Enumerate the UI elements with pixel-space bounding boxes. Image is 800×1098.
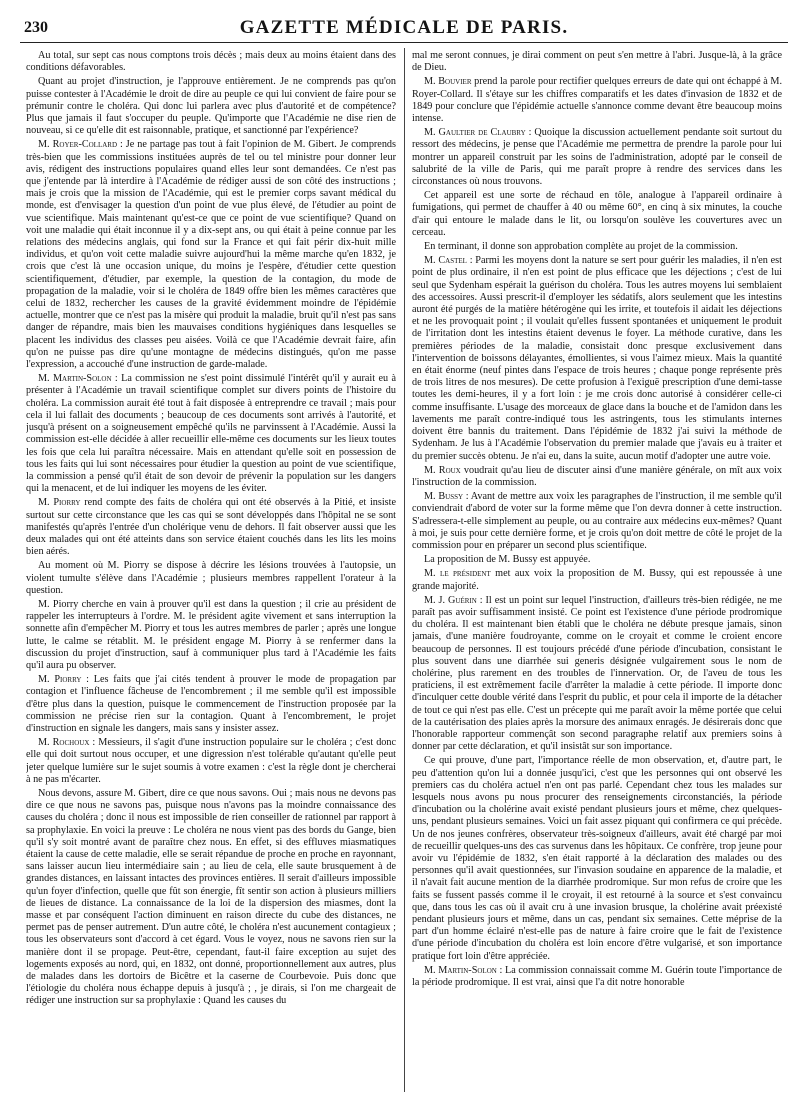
- page-number: 230: [24, 19, 48, 36]
- speaker-name: M. le président: [424, 568, 491, 580]
- paragraph-text: La commission connaissait comme M. Guérin toute l'importance de la période prodromique. Il est vrai, ainsi que l'a dit notre honorable: [412, 964, 782, 989]
- paragraph-text: voudrait qu'au lieu de discuter ainsi d'une manière générale, on mît aux voix l'instruction de la commission.: [412, 464, 782, 488]
- paragraph: [412, 595, 782, 754]
- speaker-name: M. Castel :: [424, 255, 473, 267]
- paragraph: [26, 497, 396, 558]
- paragraph: [412, 127, 782, 188]
- column-divider: [404, 48, 405, 1092]
- paragraph: [26, 50, 396, 74]
- page-header: [20, 8, 788, 43]
- speaker-name: M. J. Guérin :: [424, 594, 483, 606]
- paragraph: [412, 491, 782, 552]
- paragraph-text: Au moment où M. Piorry se dispose à décrire les lésions trouvées à l'autopsie, un violent tumulte s'élève dans l'Académie ; plusieurs membres rappellent l'orateur à la question.: [26, 560, 396, 596]
- paragraph-text: Les faits que j'ai cités tendent à prouver le mode de propagation par contagion et l'influence fâcheuse de l'encombrement ; il me semble qu'il est impossible d'être plus dans la question, puisque le commencement de l'instruction proposée par la commission ne précise rien sur la contagion. Quant à l'encombrement, le projet d'instruction en signale les dangers, mais sans y insister assez.: [26, 674, 396, 734]
- paragraph: [412, 190, 782, 239]
- right-column: [412, 50, 782, 1092]
- paragraph: [412, 241, 782, 253]
- paragraph-text: mal me seront connues, je dirai comment on peut s'en mettre à l'abri. Jusque-là, à la grâce de Dieu.: [412, 50, 782, 74]
- paragraph-text: La proposition de M. Bussy est appuyée.: [424, 554, 591, 566]
- speaker-name: M. Gaultier de Claubry :: [424, 127, 532, 139]
- paragraph: [26, 737, 396, 786]
- left-column: [26, 50, 396, 1092]
- paragraph: [412, 554, 782, 566]
- speaker-name: M. Bouvier: [424, 76, 472, 88]
- paragraph-text: Cet appareil est une sorte de réchaud en tôle, analogue à l'appareil ordinaire à fumigations, qui permet de chauffer à 40 ou même 60°, en cinq à six minutes, la couche d'air qui entoure le malade dans le lit, ou lorsqu'on soulève les couvertures avec un cerceau.: [412, 190, 782, 238]
- speaker-name: M. Piorry: [38, 497, 81, 509]
- paragraph-text: Il est un point sur lequel l'instruction, d'ailleurs très-bien rédigée, ne me paraît pas avoir suffisamment insisté. Ce point est l'existence d'une période prodromique du choléra. Il est maintenant bien établi que le choléra ne débute presque jamais, sinon jamais, d'une manière foudroyante, comme on le croyait et comme le croient encore beaucoup de personnes. Il est toujours précédé d'une période d'incubation, consistant le plus souvent dans une diarrhée sui generis désignée vulgairement sous le nom de cholérine, plus rarement en des troubles de l'innervation. Or, de l'aveu de tous les praticiens, il est extrêmement facile d'arrêter la maladie à cette période. Il importe donc d'inculquer cette double vérité dans l'esprit du public, et pour cela il importe de la détacher de tout ce qui n'est pas elle. C'est un précepte qui me paraît avoir la même portée que celui de la cautérisation des plaies après la morsure des animaux enragés. Je désirerais donc que l'honorable rapporteur commençât son second paragraphe relatif aux premiers soins à donner par cette déclaration, et qu'il insistât sur son importance.: [412, 594, 782, 753]
- paragraph-text: prend la parole pour rectifier quelques erreurs de date qui ont échappé à M. Royer-Collard. Il s'étaye sur les chiffres comparatifs et les dates d'invasion de 1832 et de 1849 pour conclure que l'épidémie actuelle s'annonce comme devant être beaucoup moins intense.: [412, 76, 782, 125]
- paragraph-text: Quant au projet d'instruction, je l'approuve entièrement. Je ne comprends pas qu'on puisse contester à l'Académie le droit de dire au peuple ce qui lui convient de faire pour se prémunir contre le choléra. Qui donc lui parlera avec plus d'autorité et de compétence? Plus que jamais il faut s'occuper du peuple. Qu'importe que l'Académie ne dise rien de nouveau, si ce qu'elle dit est raisonnable, pratique, et sanctionné par l'expérience?: [26, 76, 396, 137]
- paragraph: [412, 755, 782, 962]
- paragraph: [26, 373, 396, 495]
- paragraph-text: Quoique la discussion actuellement pendante soit surtout du ressort des médecins, je pense que l'Académie me permettra de prendre la parole pour lui montrer un appareil construit par les soins de l'administration, adopté par le conseil de salubrité de la ville de Paris, qui me paraît propre à rendre des services dans les circonstances où nous trouvons.: [412, 127, 782, 188]
- speaker-name: M. Martin-Solon :: [424, 964, 503, 976]
- speaker-name: M. Piorry :: [38, 674, 90, 686]
- paragraph: [412, 965, 782, 989]
- speaker-name: M. Royer-Collard :: [38, 139, 123, 151]
- paragraph: [26, 599, 396, 672]
- paragraph-text: Nous devons, assure M. Gibert, dire ce que nous savons. Oui ; mais nous ne devons pas dire ce que nous ne savons pas, puisque nous n'avons pas la moindre connaissance des causes du choléra ; donc il nous est impossible de rien conseiller de rationnel par rapport à sa prophylaxie. En voici la preuve : Le choléra ne nous vient pas des bords du Gange, bien qu'il s'y soit montré avant de paraître chez nous. En effet, si des effluves miasmatiques étaient la cause de cette maladie, elle se serait répandue de proche en proche en rayonnant, sans laisser aucun lieu intermédiaire sain ; au lieu de cela, elle saute brusquement à de grandes distances, en laissant intactes des provinces entières. Il serait d'ailleurs impossible qu'un foyer d'infection, quelle que fût son énergie, fît sentir son action à plusieurs milliers de lieues de distance. La connaissance de la loi de la dispersion des miasmes, dont la masse et par conséquent l'action diminuent en raison directe du cube des distances, ne permet pas de penser autrement. D'un autre côté, le choléra n'est aucunement contagieux ; tous les observateurs sont d'accord à cet égard. Vous le voyez, nous ne savons rien sur la manière dont il se propage. Peut-être, cependant, faut-il faire exception au sujet des logements exposés au nord, qui, en 1832, ont donné, proportionnellement aux autres, plus de malades dans les dortoirs de Bicêtre et la caserne de Courbevoie. Puis donc que l'étiologie du choléra nous échappe depuis à jusqu'à ; , je dirais, si l'on me chargeait de rédiger une instruction sur sa prophylaxie : Quand les causes du: [26, 787, 396, 1007]
- paragraph-text: Je ne partage pas tout à fait l'opinion de M. Gibert. Je comprends très-bien que les commissions instituées auprès de tel ou tel ministre pour donner leur avis, rédigent des instructions populaires quand elles leur sont demandées. Ce n'est pas que j'entende par là interdire à l'Académie de rédiger aussi de son côté des instructions ; mais je crois que la mission de l'Académie, qui est le premier corps savant médical du monde, est d'envisager la question d'un point de vue plus élevé, de l'étudier au point de vue scientifique. Mais maintenant qu'est-ce que ce point de vue scientifique? Quand on voit une maladie qui était inconnue il y a dix-sept ans, ou qui était à peine connue par les relations des médecins anglais, qui fond sur la France et qui fait périr dix-huit mille individus, et qu'on voit cette maladie suivre aujourd'hui la même marche qu'en 1832, je crois que c'est là une occasion unique, du moins je l'espère, d'étudier cette question scientifiquement, d'étudier, par exemple, la question de la contagion, du mode de propagation de la maladie, voir si le choléra de 1849 offre bien les mêmes caractères que celui de 1832, rechercher les causes de la gravité évidemment moindre de l'épidémie actuelle, montrer que ce n'est pas la misère qui produit la maladie, bruit qu'il n'est pas sans danger de répandre, mais bien les mauvaises conditions hygiéniques dans lesquelles se placent les individus des classes peu aisées. Voilà ce que l'Académie devrait faire, afin qu'on ne puisse pas dire qu'une montagne de médecins distingués, qu'on me passe l'expression, a accouché d'une instruction de garde-malade.: [26, 139, 396, 371]
- paragraph-text: met aux voix la proposition de M. Bussy, qui est repoussée à une grande majorité.: [412, 568, 782, 592]
- paragraph: [412, 50, 782, 74]
- paragraph: [412, 76, 782, 125]
- running-title: GAZETTE MÉDICALE DE PARIS.: [239, 17, 569, 38]
- paragraph-text: En terminant, il donne son approbation complète au projet de la commission.: [424, 241, 738, 253]
- paragraph: [26, 674, 396, 735]
- paragraph: [26, 76, 396, 137]
- speaker-name: M. Rochoux :: [38, 737, 96, 749]
- paragraph-text: Au total, sur sept cas nous comptons trois décès ; mais deux au moins étaient dans des conditions défavorables.: [26, 50, 396, 74]
- paragraph-text: Parmi les moyens dont la nature se sert pour guérir les maladies, il n'en est point de plus ordinaire, il n'en est point de plus efficace que les déjections ; c'est de lui seul que Sydenham espérait la guérison du choléra. Tous les autres moyens lui semblaient des accessoires. Aussi prescrit-il d'employer les sédatifs, alors seulement que les intestins auront été purgés de la matière hétérogène qui les irrite, et toutefois il aidait les déjections et ne les provoquait point ; il voulait qu'elles fussent spontanées et uniquement le produit de l'irritation dont les intestins étaient devenus le foyer. La méthode curative, dans les premières périodes de la maladie, consistait donc presque exclusivement dans l'intervention de boissons délayantes, émollientes, si vous l'aimez mieux. Mais la quantité en était énorme (neuf pintes dans l'espace de trois heures ; chaque ponge représente près de trois litres de nos mesures). De cette profusion à l'exiguë prescription d'une demi-tasse toutes les demi-heures, il y a fort loin : je me crois donc autorisé à considérer celle-ci comme insuffisante. L'usage des morceaux de glace dans la bouche et de l'amidon dans les lavements me paraît contre-indiqué tous les astringents, tous les stimulants internes doivent être bannis du traitement. Dans l'épidémie de 1832 j'ai suivi la méthode de Sydenham. Je lus à l'Académie l'observation du premier malade que j'avais eu à traiter et du premier succès obtenu. Je n'ai eu, dans la suite, aucun motif d'adopter une autre voie.: [412, 255, 782, 462]
- speaker-name: M. Martin-Solon :: [38, 373, 118, 385]
- paragraph-text: Avant de mettre aux voix les paragraphes de l'instruction, il me semble qu'il conviendrait d'abord de voter sur la forme même que l'on devra donner à cette instruction. S'adressera-t-elle simplement au peuple, ou au contraire aux médecins eux-mêmes? Quant à moi, je suis pour cette dernière forme, et je crois qu'on doit mettre de côté le projet de la commission pour en préparer un second plus scientifique.: [412, 491, 782, 551]
- paragraph-text: Messieurs, il s'agit d'une instruction populaire sur le choléra ; c'est donc elle qui doit surtout nous occuper, et une digression n'est tolérable qu'autant qu'elle peut jeter quelque lumière sur le sujet soumis à votre examen : c'est la règle dont je chercherai à ne pas m'écarter.: [26, 737, 396, 785]
- paragraph: [412, 465, 782, 489]
- paragraph: [26, 139, 396, 371]
- speaker-name: M. Bussy :: [424, 491, 469, 503]
- paragraph: [412, 255, 782, 462]
- paragraph-text: rend compte des faits de choléra qui ont été observés à la Pitié, et insiste surtout sur cette circonstance que les cas qui se sont développés dans l'hôpital ne se sont manifestés qu'après l'entrée d'un cholérique venu de dehors. Il fait observer aussi que les deux malades qui ont été atteints dans son service étaient couchés dans les lits les moins bien aérés.: [26, 497, 396, 558]
- paragraph: [412, 568, 782, 592]
- speaker-name: M. Roux: [424, 464, 461, 476]
- paragraph: [26, 788, 396, 1008]
- paragraph-text: La commission ne s'est point dissimulé l'intérêt qu'il y aurait eu à présenter à l'Académie un travail scientifique complet sur divers points de l'histoire du choléra. La commission aurait été tout à fait disposée à entreprendre ce travail ; mais pour cela il lui fallait des documents ; beaucoup de ces documents sont arrivés à l'autorité, et jusqu'à présent on a soigneusement empêché qu'ils ne parvinssent à l'Académie. Aussi la commission est-elle décidée à aller recueillir elle-même ces documents sur les lieux toutes les fois que cela lui paraîtra nécessaire. Mais en attendant qu'elle soit en possession de tous les faits qui lui sont nécessaires pour étudier la question au point de vue scientifique, la commission a pensé qu'il était de son devoir de prévenir la population sur les dangers qui la menacent, et de lui indiquer les moyens de les éviter.: [26, 373, 396, 495]
- paragraph: [26, 560, 396, 597]
- paragraph-text: M. Piorry cherche en vain à prouver qu'il est dans la question ; il crie au président de rappeler les interrupteurs à l'ordre. M. le président agite vivement et sans interruption la sonnette afin d'empêcher M. Piorry et tous les autres membres de parler ; après une longue lutte, le calme se rétablit. M. le président engage M. Piorry à se renfermer dans la discussion du projet d'instruction, sauf à communiquer plus tard à l'Académie les faits qu'il aura pu observer.: [26, 598, 396, 671]
- paragraph-text: Ce qui prouve, d'une part, l'importance réelle de mon observation, et, d'autre part, le peu d'attention qu'on lui a donnée jusqu'ici, c'est que les personnes qui ont observé les premiers cas du choléra actuel n'en ont pas parlé. Cependant chez tous les malades sur lesquels nous avons pu nous procurer des renseignements circonstanciés, la période d'incubation ou la cholérine avait existé pendant plusieurs jours et même, chez quelques-uns, pendant plusieurs semaines. Voici un fait assez piquant qui confirmera ce qui précède. Un de nos jeunes confrères, observateur très-soigneux d'ailleurs, avait été chargé par moi de recueillir quelques-uns des cas survenus dans les hôpitaux. Ce confrère, trop jeune pour avoir vu l'épidémie de 1832, s'en était rapporté à la déclaration des malades ou des personnes qu'il avait questionnées, sur l'invasion soudaine en apparence de la maladie, et il n'avait fait aucune mention de la diarrhée prodromique. Sur mon refus de croire que les faits se fussent passés comme il le croyait, il est retourné à la source et s'est convaincu que, dans tous les cas où il avait cru à une invasion brusque, la cholérine avait préexisté pendant plusieurs jours et même, dans un cas, pendant six semaines. Cette méprise de la part d'un homme éclairé n'est-elle pas de nature à faire croire que le fait de l'existence d'une période d'incubation du choléra est loin encore d'être vulgarisé, et son importance pratique fort loin d'être appréciée.: [412, 755, 782, 962]
